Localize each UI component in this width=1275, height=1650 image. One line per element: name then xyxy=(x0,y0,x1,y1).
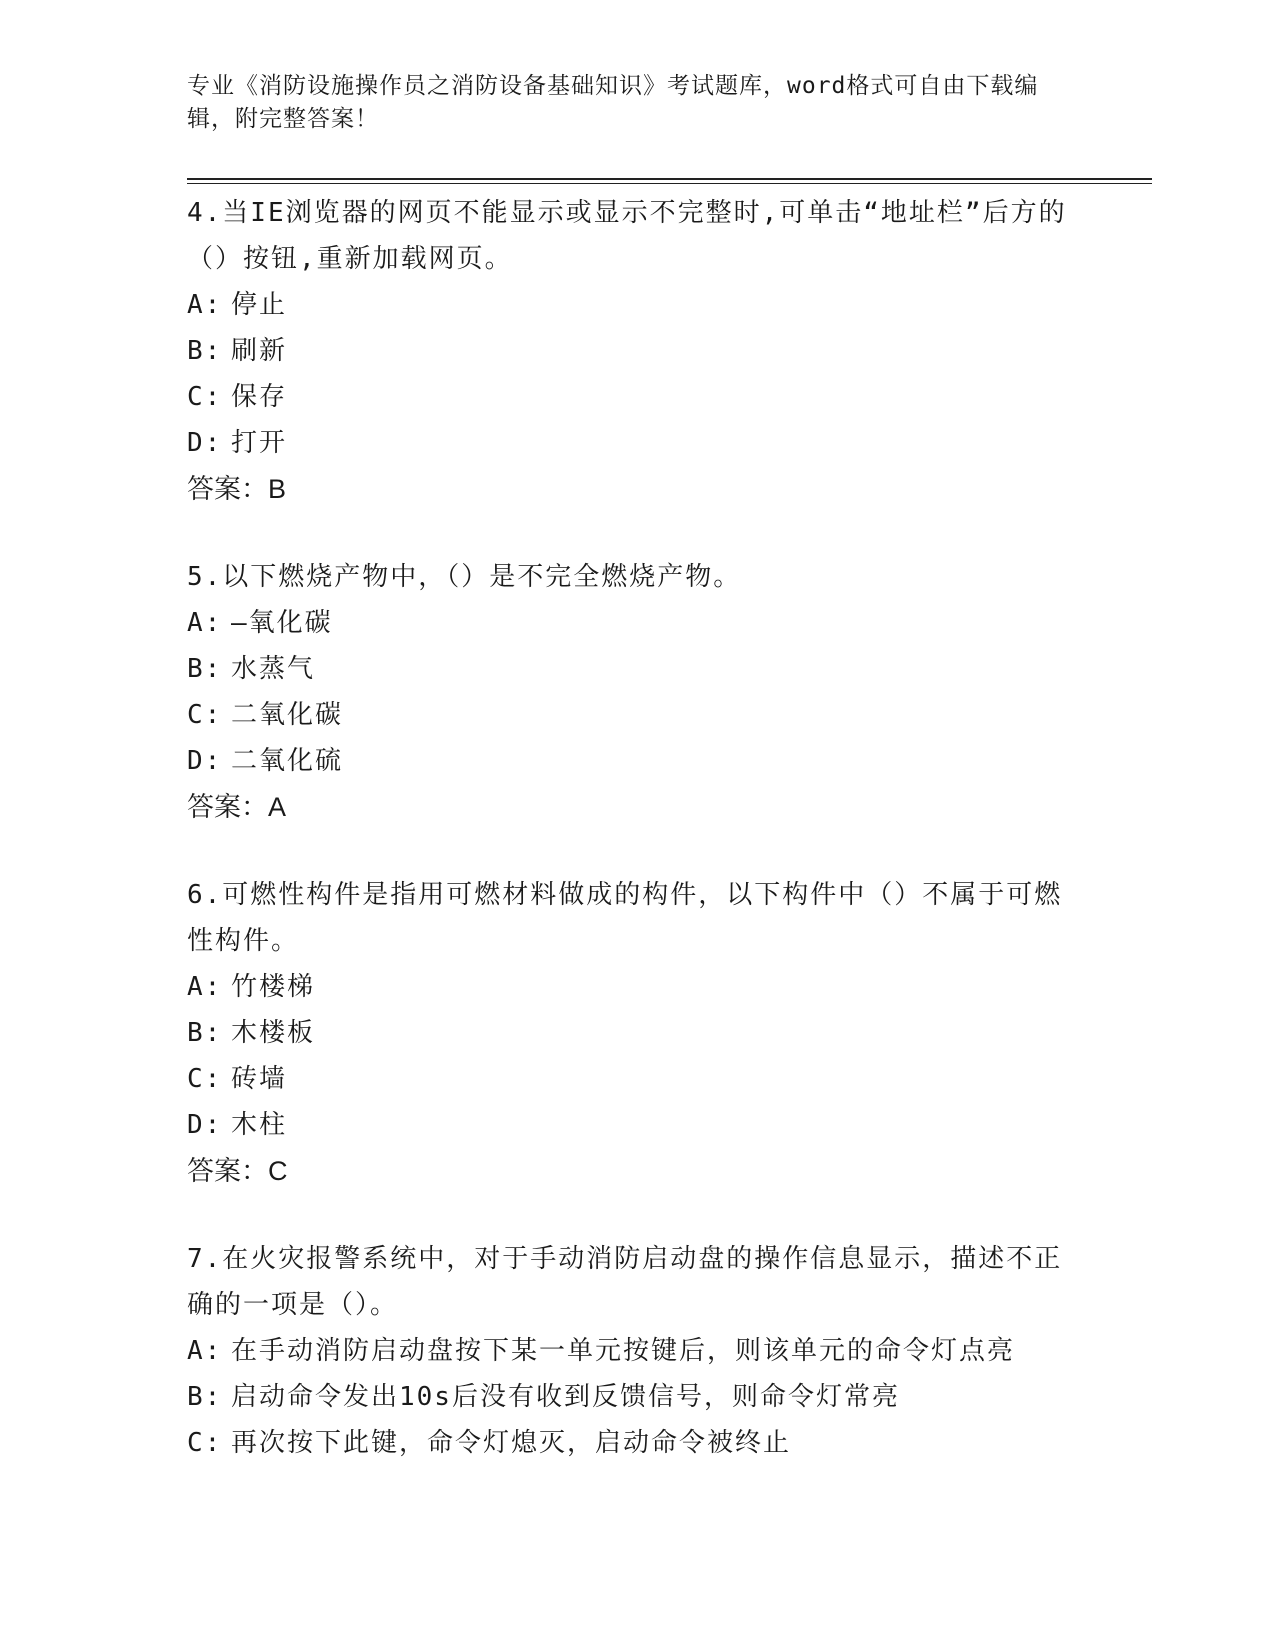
option-b xyxy=(187,646,1067,692)
document-header: 专业《消防设施操作员之消防设备基础知识》考试题库，word格式可自由下载编辑，附完整答案！ xyxy=(187,73,1039,132)
option-letter: D: xyxy=(187,1110,223,1140)
option-letter: A: xyxy=(187,1336,223,1366)
option-c xyxy=(187,1056,1067,1102)
question-7 xyxy=(187,1236,1067,1466)
option-a xyxy=(187,1328,1067,1374)
option-c xyxy=(187,1420,1067,1466)
option-text: 打开 xyxy=(231,428,288,458)
answer-line: 答案：A xyxy=(187,792,287,822)
option-letter: B: xyxy=(187,654,223,684)
option-d xyxy=(187,420,1067,466)
option-text: 木柱 xyxy=(231,1110,288,1140)
option-letter: A: xyxy=(187,972,223,1002)
option-d xyxy=(187,1102,1067,1148)
option-letter: C: xyxy=(187,1428,223,1458)
option-letter: D: xyxy=(187,428,223,458)
option-b xyxy=(187,1010,1067,1056)
option-letter: D: xyxy=(187,746,223,776)
option-a xyxy=(187,282,1067,328)
answer-line: 答案：C xyxy=(187,1156,288,1186)
option-letter: C: xyxy=(187,382,223,412)
option-text: 启动命令发出10s后没有收到反馈信号，则命令灯常亮 xyxy=(231,1382,900,1412)
option-text: 保存 xyxy=(231,382,288,412)
option-letter: C: xyxy=(187,1064,223,1094)
option-text: 二氧化硫 xyxy=(231,746,344,776)
option-d xyxy=(187,738,1067,784)
option-text: 竹楼梯 xyxy=(231,972,316,1002)
option-letter: A: xyxy=(187,290,223,320)
option-text: 在手动消防启动盘按下某一单元按键后，则该单元的命令灯点亮 xyxy=(231,1336,1016,1366)
option-letter: B: xyxy=(187,1018,223,1048)
option-text: —氧化碳 xyxy=(231,608,333,638)
option-letter: B: xyxy=(187,1382,223,1412)
question-5 xyxy=(187,554,1067,830)
question-stem: 6.可燃性构件是指用可燃材料做成的构件，以下构件中（）不属于可燃性构件。 xyxy=(187,880,1063,956)
option-c xyxy=(187,692,1067,738)
header-divider-top xyxy=(187,178,1152,180)
question-4 xyxy=(187,190,1067,512)
question-stem: 7.在火灾报警系统中，对于手动消防启动盘的操作信息显示，描述不正确的一项是（）。 xyxy=(187,1244,1063,1320)
option-text: 水蒸气 xyxy=(231,654,316,684)
option-text: 刷新 xyxy=(231,336,288,366)
option-text: 二氧化碳 xyxy=(231,700,344,730)
option-c xyxy=(187,374,1067,420)
option-text: 停止 xyxy=(231,290,288,320)
header-divider-bottom xyxy=(187,183,1152,184)
option-letter: B: xyxy=(187,336,223,366)
question-list xyxy=(187,190,1067,1508)
option-letter: C: xyxy=(187,700,223,730)
question-6 xyxy=(187,872,1067,1194)
option-a xyxy=(187,964,1067,1010)
option-b xyxy=(187,1374,1067,1420)
option-b xyxy=(187,328,1067,374)
question-stem: 5.以下燃烧产物中，（）是不完全燃烧产物。 xyxy=(187,562,742,592)
option-letter: A: xyxy=(187,608,223,638)
answer-line: 答案：B xyxy=(187,474,287,504)
option-text: 砖墙 xyxy=(231,1064,288,1094)
option-a xyxy=(187,600,1067,646)
option-text: 再次按下此键，命令灯熄灭，启动命令被终止 xyxy=(231,1428,792,1458)
option-text: 木楼板 xyxy=(231,1018,316,1048)
question-stem: 4.当IE浏览器的网页不能显示或显示不完整时,可单击“地址栏”后方的（）按钮,重新加载网页。 xyxy=(187,198,1067,274)
